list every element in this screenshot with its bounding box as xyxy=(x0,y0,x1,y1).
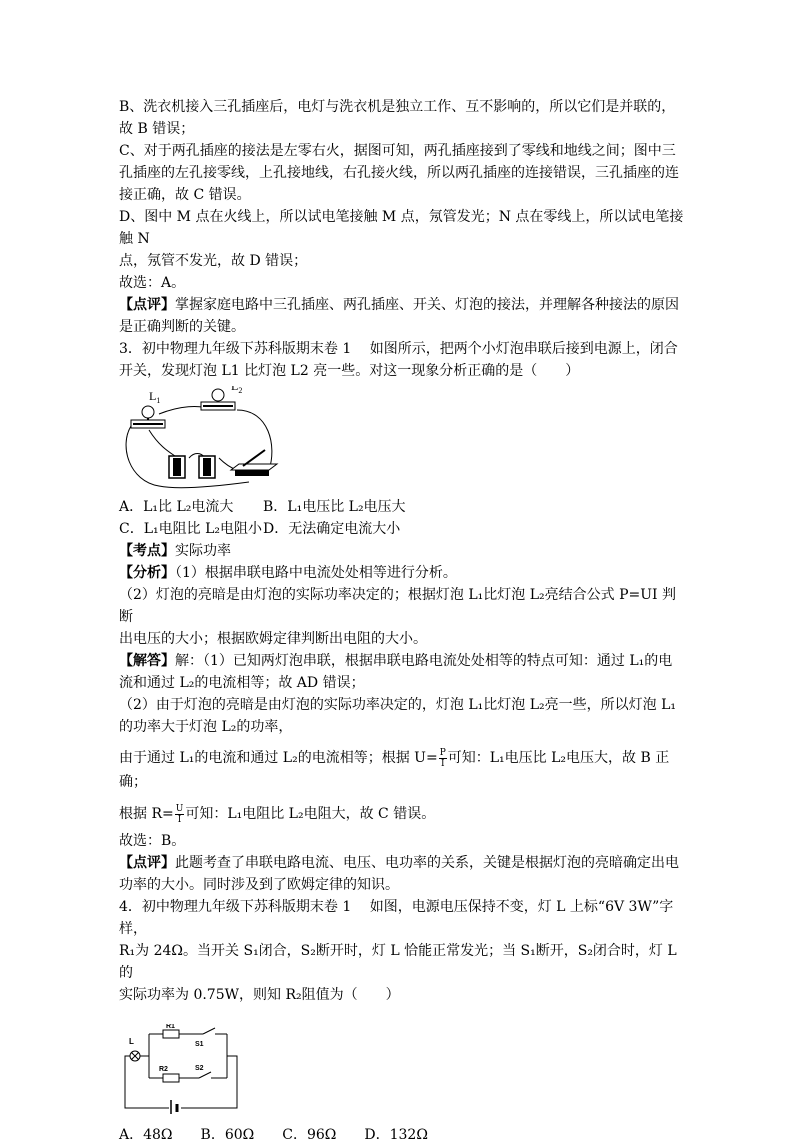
kaodian-line xyxy=(119,540,685,562)
figure-parallel-circuit xyxy=(119,1024,249,1114)
text-line: C、对于两孔插座的接法是左零右火，据图可知，两孔插座接到了零线和地线之间；图中三 xyxy=(119,143,676,159)
analysis-label: 【分析】 xyxy=(119,565,175,581)
bulb-l1-icon xyxy=(142,406,154,418)
text-line: 点，氖管不发光，故 D 错误； xyxy=(119,253,308,269)
answer-line: 故选：A。 xyxy=(119,275,186,291)
text-line: 故 B 错误； xyxy=(119,121,195,137)
question-4-title: 4．初中物理九年级下苏科版期末卷 1 如图，电源电压保持不变，灯 L 上标“6V 3W”字样， xyxy=(119,899,674,937)
label-s2: S2 xyxy=(195,1065,204,1072)
text-line: 流和通过 L₂的电流相等；故 AD 错误； xyxy=(119,675,365,691)
circuit-diagram xyxy=(119,1024,249,1114)
document-page xyxy=(119,96,685,1146)
comment-label: 【点评】 xyxy=(119,297,175,313)
label-l1: $L_1$ xyxy=(149,389,161,405)
fraction-u-over-i: $\frac{U}{I}$ xyxy=(175,803,184,825)
text-line: 孔插座的左孔接零线，上孔接地线，右孔接火线，所以两孔插座的连接错误，三孔插座的连 xyxy=(119,165,679,181)
circuit-drawing xyxy=(119,386,289,494)
option-b: B．L₁电压比 L₂电压大 xyxy=(263,499,406,515)
formula-line: 根据 R= $\frac{U}{I}$ 可知：L₁电阻比 L₂电阻大，故 C 错误。 xyxy=(119,803,436,825)
label-r2: R2 xyxy=(159,1066,168,1073)
resistor-r1 xyxy=(163,1030,179,1038)
text-line: 实际功率为 0.75W，则知 R₂阻值为（ ） xyxy=(119,987,400,1003)
option-d: D．无法确定电流大小 xyxy=(263,521,401,537)
text-line: 是正确判断的关键。 xyxy=(119,319,245,335)
text-line: 出电压的大小；根据欧姆定律判断出电阻的大小。 xyxy=(119,631,427,647)
text-line: 功率的大小。同时涉及到了欧姆定律的知识。 xyxy=(119,877,399,893)
option-c: C．L₁电阻比 L₂电阻小 xyxy=(119,521,262,537)
label-l: L xyxy=(129,1037,134,1046)
bulb-l2-icon xyxy=(212,389,224,401)
analysis-text: （1）根据串联电路中电流处处相等进行分析。 xyxy=(175,565,457,581)
switch-s1-icon xyxy=(203,1028,215,1034)
kaodian-text: 实际功率 xyxy=(175,543,231,559)
comment-line xyxy=(119,294,685,316)
solution-text: 解：（1）已知两灯泡串联，根据串联电路电流处处相等的特点可知：通过 L₁的电 xyxy=(175,653,673,669)
switch-icon xyxy=(231,464,277,470)
option-a: A．L₁比 L₂电流大 xyxy=(119,499,234,515)
text-line: D、图中 M 点在火线上，所以试电笔接触 M 点，氖管发光；N 点在零线上，所以试电笔接触 N xyxy=(119,209,684,247)
formula-line: 由于通过 L₁的电流和通过 L₂的电流相等；根据 U= $\frac{P}{I}$ 可知：L₁电压比 L₂电压大，故 B 正确； xyxy=(119,747,670,790)
text-line: （2）由于灯泡的亮暗是由灯泡的实际功率决定的，灯泡 L₁比灯泡 L₂亮一些，所以灯泡 L₁ xyxy=(119,697,676,713)
switch-s2-icon xyxy=(199,1072,211,1078)
analysis-line xyxy=(119,562,685,584)
question-4-options: A．48Ω B．60Ω C．96Ω D．132Ω xyxy=(119,1127,428,1143)
text-line: B、洗衣机接入三孔插座后，电灯与洗衣机是独立工作、互不影响的，所以它们是并联的， xyxy=(119,99,676,115)
question-3-title: 3．初中物理九年级下苏科版期末卷 1 如图所示，把两个小灯泡串联后接到电源上，闭合 xyxy=(119,341,678,357)
question-3-options xyxy=(119,496,685,540)
comment-text: 此题考查了串联电路电流、电压、电功率的关系，关键是根据灯泡的亮暗确定出电 xyxy=(175,855,679,871)
text-line: 开关，发现灯泡 L1 比灯泡 L2 亮一些。对这一现象分析正确的是（ ） xyxy=(119,363,580,379)
solution-line xyxy=(119,650,685,672)
kaodian-label: 【考点】 xyxy=(119,543,175,559)
comment-text: 掌握家庭电路中三孔插座、两孔插座、开关、灯泡的接法，并理解各种接法的原因 xyxy=(175,297,679,313)
comment-label: 【点评】 xyxy=(119,855,175,871)
resistor-r2 xyxy=(163,1074,179,1082)
label-s1: S1 xyxy=(195,1041,204,1048)
fraction-p-over-i: $\frac{P}{I}$ xyxy=(439,747,446,769)
comment-line xyxy=(119,852,685,874)
text-line: （2）灯泡的亮暗是由灯泡的实际功率决定的；根据灯泡 L₁比灯泡 L₂亮结合公式 P=UI 判断 xyxy=(119,587,677,625)
solution-label: 【解答】 xyxy=(119,653,175,669)
label-l2: $L_2$ xyxy=(231,386,243,395)
label-r1: R1 xyxy=(166,1024,175,1030)
text-line: R₁为 24Ω。当开关 S₁闭合，S₂断开时，灯 L 恰能正常发光；当 S₁断开，S₂闭合时，灯 L 的 xyxy=(119,943,677,981)
text-line: 接正确，故 C 错误。 xyxy=(119,187,251,203)
answer-line: 故选：B。 xyxy=(119,833,186,849)
figure-series-circuit xyxy=(119,386,289,494)
text-line: 的功率大于灯泡 L₂的功率， xyxy=(119,719,293,735)
